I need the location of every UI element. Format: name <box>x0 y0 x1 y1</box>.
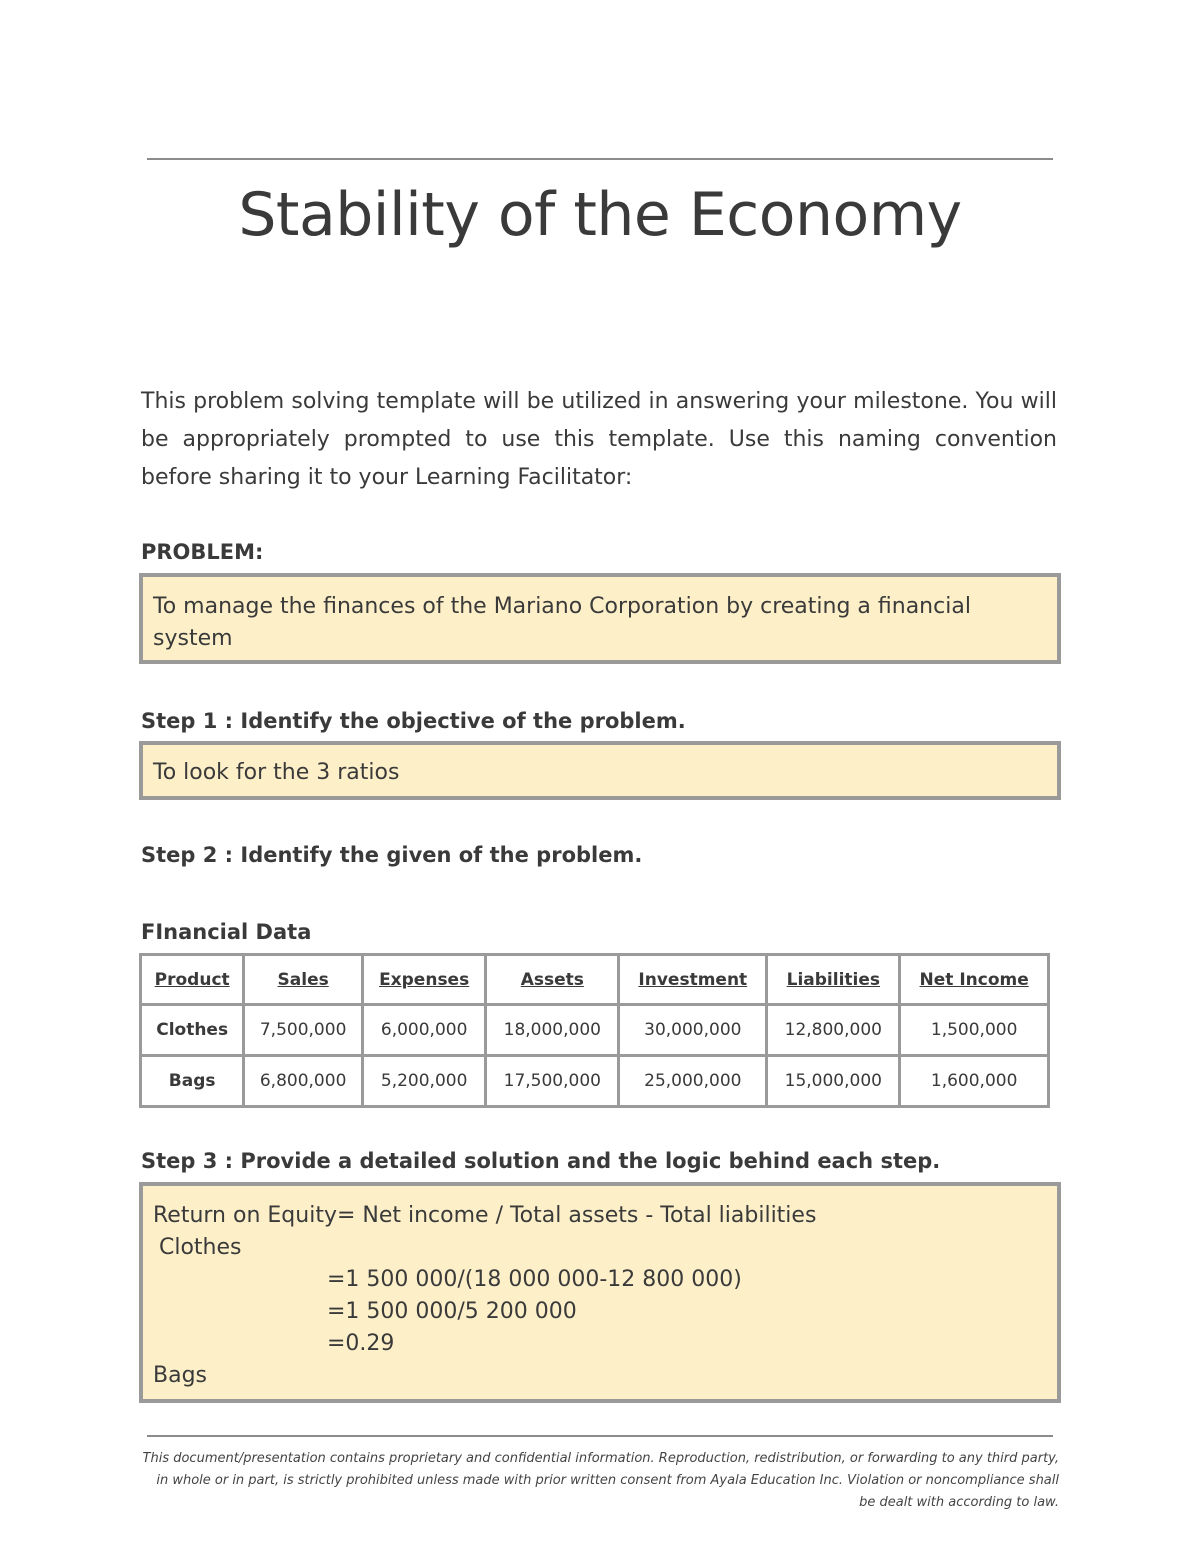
table-row <box>141 1005 1049 1056</box>
table-cell: 1,500,000 <box>900 1005 1049 1056</box>
header-investment: Investment <box>619 955 767 1005</box>
header-rule <box>147 158 1053 160</box>
header-sales: Sales <box>244 955 363 1005</box>
intro-paragraph: This problem solving template will be utilized in answering your milestone. You will be appropriately prompted to use this template. Use this naming convention before sharing it to your Learning Facilitator: <box>141 389 1057 490</box>
table-cell: 18,000,000 <box>486 1005 619 1056</box>
table-cell: 1,600,000 <box>900 1056 1049 1107</box>
page-title: Stability of the Economy <box>238 180 962 250</box>
table-cell: 5,200,000 <box>362 1056 485 1107</box>
step3-box <box>139 1182 1061 1403</box>
table-title: FInancial Data <box>141 920 312 944</box>
table-cell: 6,000,000 <box>362 1005 485 1056</box>
table-row <box>141 1056 1049 1107</box>
table-cell: Bags <box>141 1056 244 1107</box>
step1-label: Step 1 : Identify the objective of the problem. <box>141 709 686 733</box>
table-cell: 6,800,000 <box>244 1056 363 1107</box>
footer-rule <box>147 1435 1053 1437</box>
solution-line-step2: =1 500 000/5 200 000 <box>327 1299 577 1324</box>
solution-line-formula: Return on Equity= Net income / Total assets - Total liabilities <box>153 1203 817 1228</box>
table-cell: 12,800,000 <box>767 1005 900 1056</box>
confidentiality-footer: This document/presentation contains proprietary and confidential information. Reproduction, redistribution, or forwarding to any third party, in whole or in part, is strictly prohibited unless made with prior written consent from Ayala Education Inc. Violation or noncompliance shall be dealt with according to law. <box>142 1451 1059 1510</box>
table-cell: 30,000,000 <box>619 1005 767 1056</box>
step1-text: To look for the 3 ratios <box>153 760 400 785</box>
table-cell: 17,500,000 <box>486 1056 619 1107</box>
table-cell: Clothes <box>141 1005 244 1056</box>
step3-label: Step 3 : Provide a detailed solution and the logic behind each step. <box>141 1149 941 1173</box>
problem-label: PROBLEM: <box>141 540 264 564</box>
header-product: Product <box>141 955 244 1005</box>
problem-box <box>139 573 1061 664</box>
solution-line-result: =0.29 <box>327 1331 395 1356</box>
header-assets: Assets <box>486 955 619 1005</box>
table-cell: 25,000,000 <box>619 1056 767 1107</box>
header-net-income: Net Income <box>900 955 1049 1005</box>
header-expenses: Expenses <box>362 955 485 1005</box>
financial-data-table <box>139 953 1050 1108</box>
solution-line-step1: =1 500 000/(18 000 000-12 800 000) <box>327 1267 742 1292</box>
step2-label: Step 2 : Identify the given of the problem. <box>141 843 643 867</box>
table-cell: 15,000,000 <box>767 1056 900 1107</box>
solution-line-bags: Bags <box>153 1363 208 1388</box>
problem-text: To manage the finances of the Mariano Corporation by creating a financial system <box>153 594 971 651</box>
step1-box <box>139 741 1061 800</box>
solution-line-clothes: Clothes <box>159 1235 242 1260</box>
table-cell: 7,500,000 <box>244 1005 363 1056</box>
table-header-row <box>141 955 1049 1005</box>
header-liabilities: Liabilities <box>767 955 900 1005</box>
